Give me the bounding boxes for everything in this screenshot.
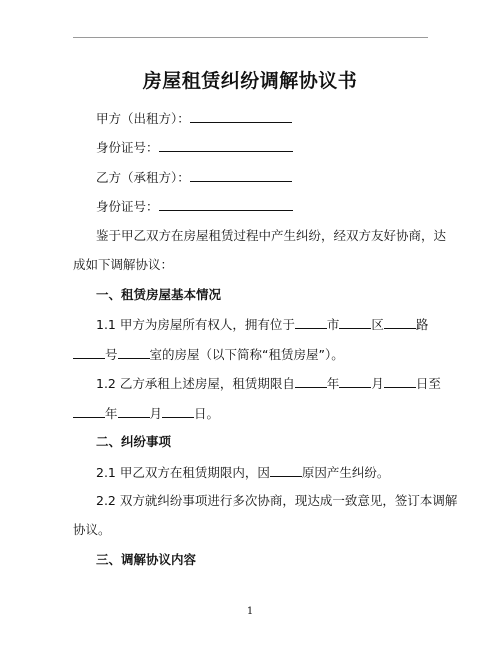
- intro-paragraph-line2: 成如下调解协议：: [73, 257, 174, 272]
- road-blank: [384, 316, 416, 329]
- clause-1-2-text-b: 年: [326, 376, 340, 391]
- party-b-blank: [190, 169, 292, 182]
- room-blank: [118, 346, 150, 359]
- party-a-id-line: [96, 139, 293, 156]
- clause-1-1-text-a: 1.1 甲方为房屋所有权人，拥有位于: [96, 317, 295, 332]
- start-month-blank: [339, 375, 371, 388]
- clause-1-1-text-b: 市: [326, 317, 340, 332]
- section-2-heading: 二、纠纷事项: [96, 434, 172, 449]
- clause-1-1-line1: [96, 316, 428, 333]
- party-a-line: [96, 110, 292, 127]
- clause-1-1-text-f: 室的房屋（以下简称“租赁房屋”）。: [149, 347, 344, 362]
- party-a-id-label: 身份证号：: [96, 140, 159, 155]
- district-blank: [339, 316, 371, 329]
- header-rule: [73, 37, 428, 38]
- end-month-blank: [118, 405, 150, 418]
- city-blank: [295, 316, 327, 329]
- party-b-line: [96, 169, 292, 186]
- clause-2-2-line2: 协议。: [73, 522, 111, 537]
- clause-1-2-text-d: 日至: [415, 376, 441, 391]
- clause-1-2-text-c: 月: [371, 376, 384, 391]
- clause-1-2-text-a: 1.2 乙方承租上述房屋，租赁期限自: [96, 376, 295, 391]
- document-title: 房屋租赁纠纷调解协议书: [142, 70, 358, 92]
- number-blank: [73, 346, 105, 359]
- end-day-blank: [162, 405, 194, 418]
- clause-2-1-text-a: 2.1 甲乙双方在租赁期限内，因: [96, 465, 270, 480]
- page-number: 1: [246, 606, 254, 617]
- start-year-blank: [295, 375, 327, 388]
- clause-2-2-line1: 2.2 双方就纠纷事项进行多次协商，现达成一致意见，签订本调解: [96, 493, 458, 508]
- clause-1-2-line2: [73, 405, 219, 422]
- clause-1-2-text-e: 年: [105, 406, 118, 421]
- clause-2-1-line: [96, 464, 389, 481]
- clause-1-1-text-e: 号: [105, 347, 118, 362]
- section-1-heading: 一、租赁房屋基本情况: [96, 287, 222, 302]
- clause-1-1-text-c: 区: [371, 317, 384, 332]
- clause-1-2-text-f: 月: [149, 406, 163, 421]
- reason-blank: [270, 464, 302, 477]
- start-day-blank: [384, 375, 416, 388]
- clause-1-2-text-g: 日。: [194, 406, 220, 421]
- clause-1-1-text-d: 路: [415, 317, 429, 332]
- party-b-id-label: 身份证号：: [96, 199, 159, 214]
- party-b-id-line: [96, 198, 293, 215]
- party-a-id-blank: [159, 139, 293, 152]
- party-b-id-blank: [159, 198, 293, 211]
- intro-paragraph-line1: 鉴于甲乙双方在房屋租赁过程中产生纠纷，经双方友好协商，达: [96, 228, 447, 243]
- party-a-label: 甲方（出租方）：: [96, 111, 190, 126]
- clause-2-1-text-b: 原因产生纠纷。: [301, 465, 390, 480]
- clause-1-2-line1: [96, 375, 441, 392]
- end-year-blank: [73, 405, 105, 418]
- party-a-blank: [190, 110, 292, 123]
- clause-1-1-line2: [73, 346, 344, 363]
- party-b-label: 乙方（承租方）：: [96, 170, 190, 185]
- section-3-heading: 三、调解协议内容: [96, 552, 197, 567]
